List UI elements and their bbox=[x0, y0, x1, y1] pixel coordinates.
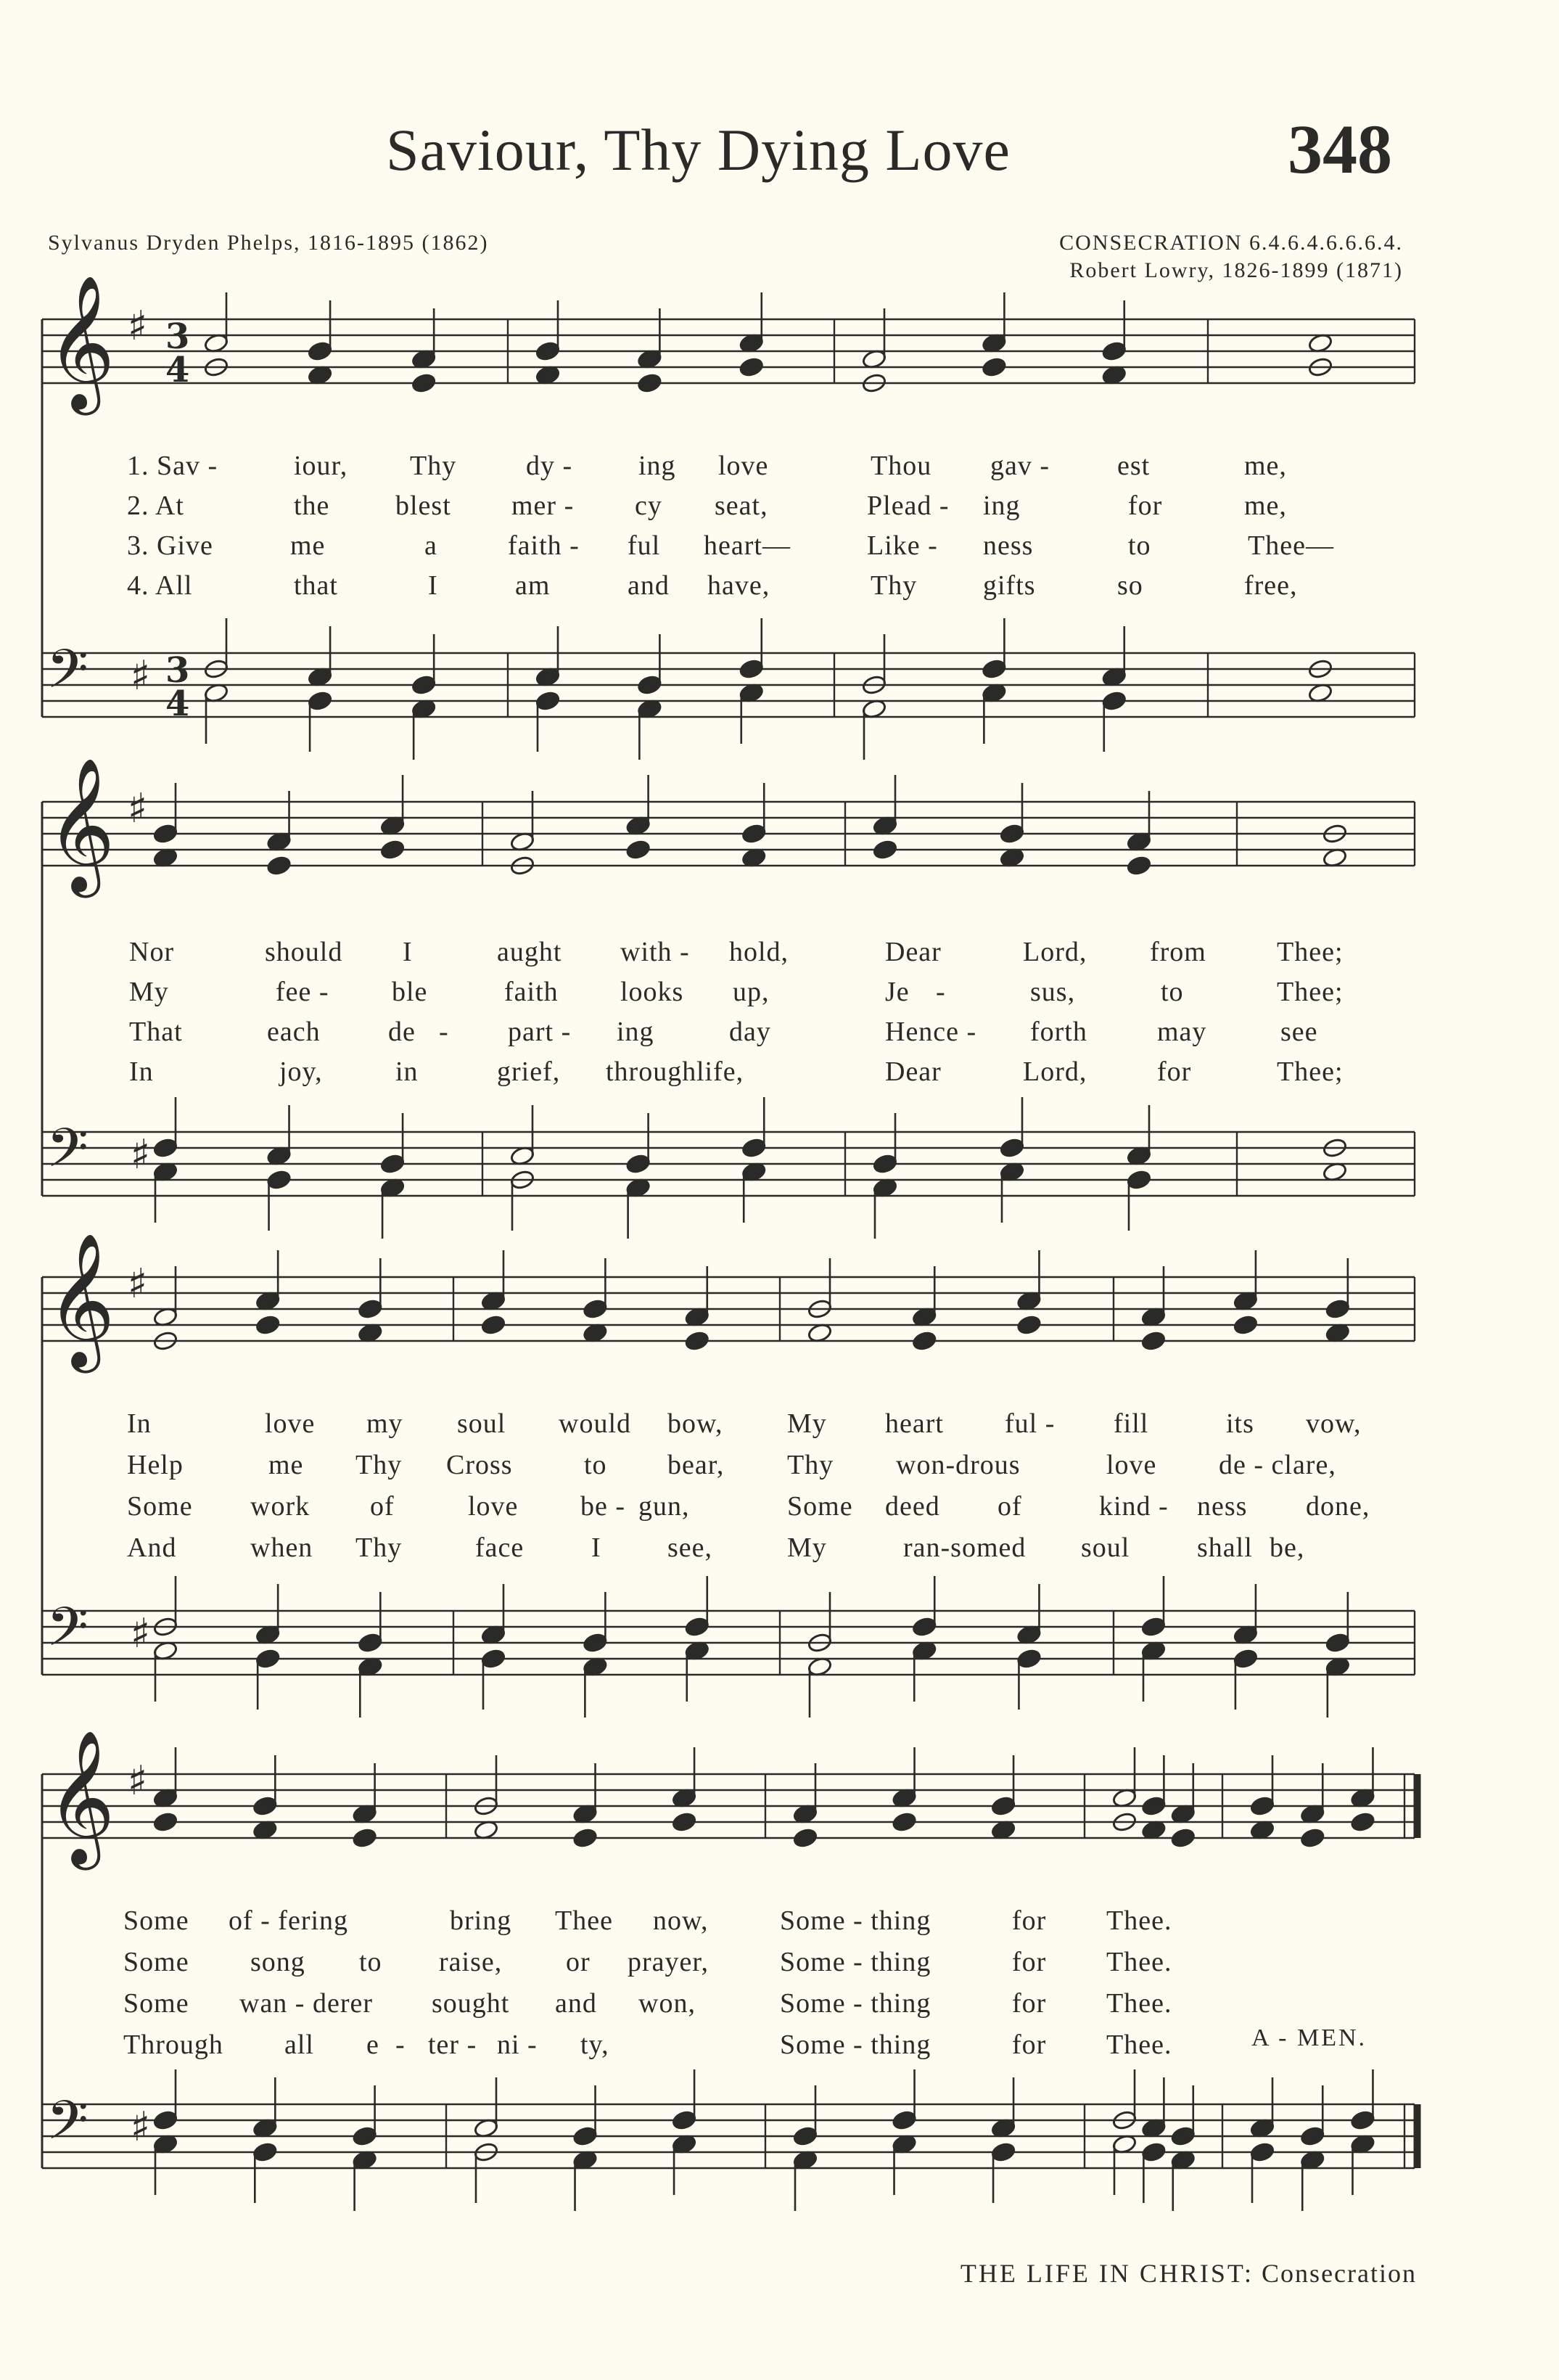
note-head bbox=[358, 1298, 383, 1319]
lyric-syllable: for bbox=[1157, 1056, 1192, 1087]
note-head bbox=[380, 1153, 406, 1174]
lyric-syllable: kind - bbox=[1099, 1491, 1169, 1522]
lyric-syllable: through bbox=[606, 1056, 697, 1087]
lyric-syllable: and bbox=[555, 1988, 597, 2019]
lyric-syllable: In bbox=[127, 1408, 152, 1439]
note-head bbox=[892, 1811, 917, 1832]
key-signature-sharp-icon: ♯ bbox=[131, 1131, 151, 1178]
lyric-syllable: me bbox=[290, 530, 326, 561]
amen-text: A - MEN. bbox=[1251, 2024, 1367, 2051]
lyric-syllable: soul bbox=[1081, 1532, 1130, 1563]
note-head bbox=[872, 1153, 897, 1174]
lyric-syllable: love bbox=[718, 451, 769, 481]
footer-topic: Consecration bbox=[1262, 2259, 1417, 2288]
lyric-syllable: of - fering bbox=[229, 1905, 349, 1936]
lyric-syllable: Thee. bbox=[1106, 2030, 1172, 2060]
note-head bbox=[352, 2125, 377, 2146]
note-head bbox=[1141, 1795, 1167, 1816]
note-head bbox=[1101, 690, 1127, 711]
lyric-syllable: Thy bbox=[355, 1450, 403, 1480]
lyric-syllable: part - bbox=[508, 1017, 572, 1047]
lyric-syllable: Some - thing bbox=[780, 2030, 931, 2060]
lyric-syllable: face bbox=[475, 1532, 525, 1563]
lyric-syllable: to bbox=[584, 1450, 607, 1480]
key-signature-sharp-icon: ♯ bbox=[128, 1260, 148, 1308]
lyric-syllable: ble bbox=[392, 977, 428, 1007]
lyric-syllable: joy, bbox=[279, 1056, 323, 1087]
lyric-syllable: cy bbox=[635, 491, 662, 521]
lyric-syllable: gun, bbox=[638, 1491, 690, 1522]
note-head bbox=[583, 1298, 608, 1319]
lyric-syllable: mer - bbox=[511, 491, 575, 521]
note-head bbox=[308, 340, 333, 361]
author-credit: Sylvanus Dryden Phelps, 1816-1895 (1862) bbox=[48, 231, 489, 255]
note-head bbox=[152, 823, 178, 844]
lyric-syllable: Thy bbox=[871, 570, 918, 601]
note-head bbox=[792, 2125, 818, 2146]
lyric-syllable: Through bbox=[123, 2030, 223, 2060]
note-head bbox=[255, 1648, 281, 1669]
note-head bbox=[380, 839, 406, 860]
lyric-syllable: My bbox=[787, 1532, 827, 1563]
note-head bbox=[912, 1330, 937, 1351]
lyric-syllable: wan - derer bbox=[239, 1988, 374, 2019]
note-head bbox=[1140, 1330, 1166, 1351]
note-head bbox=[1140, 1616, 1166, 1637]
lyric-syllable: Some - thing bbox=[780, 1947, 931, 1977]
lyric-syllable: I bbox=[591, 1532, 601, 1563]
lyric-syllable: my bbox=[366, 1408, 403, 1439]
lyric-syllable: Thy bbox=[355, 1532, 403, 1563]
lyric-syllable: And bbox=[127, 1532, 177, 1563]
time-sig-bottom: 4 bbox=[165, 684, 190, 724]
lyric-syllable: aught bbox=[497, 937, 562, 967]
lyric-syllable: bow, bbox=[667, 1408, 723, 1439]
note-head bbox=[1101, 340, 1127, 361]
note-head bbox=[535, 340, 560, 361]
lyric-syllable: see, bbox=[667, 1532, 713, 1563]
lyric-syllable: Thy bbox=[410, 451, 457, 481]
note-head bbox=[1016, 1648, 1042, 1669]
note-head bbox=[1141, 2141, 1167, 2162]
lyric-syllable: Je bbox=[885, 977, 910, 1007]
bass-clef-icon: 𝄢 bbox=[46, 1117, 89, 1193]
hymn-title: Saviour, Thy Dying Love bbox=[386, 117, 1011, 183]
lyric-syllable: for bbox=[1012, 1947, 1047, 1977]
lyric-syllable: de bbox=[388, 1017, 416, 1047]
lyric-syllable: each bbox=[267, 1017, 321, 1047]
note-head bbox=[999, 1137, 1024, 1158]
lyric-syllable: won-drous bbox=[896, 1450, 1021, 1480]
lyric-syllable: a bbox=[424, 530, 437, 561]
lyric-syllable: to bbox=[1128, 530, 1151, 561]
lyric-syllable: that bbox=[294, 570, 338, 601]
lyric-syllable: bear, bbox=[667, 1450, 725, 1480]
lyric-syllable: of bbox=[997, 1491, 1022, 1522]
note-head bbox=[1249, 1795, 1275, 1816]
note-head bbox=[1170, 2125, 1196, 2146]
lyric-syllable: ful - bbox=[1005, 1408, 1056, 1439]
lyric-syllable: 1. Sav - bbox=[127, 451, 218, 481]
lyric-syllable: e bbox=[366, 2030, 379, 2060]
lyric-syllable: 3. Give bbox=[127, 530, 213, 561]
lyric-syllable: Help bbox=[127, 1450, 184, 1480]
lyric-syllable: My bbox=[787, 1408, 827, 1439]
note-head bbox=[1300, 1827, 1325, 1848]
lyric-syllable: its bbox=[1226, 1408, 1254, 1439]
lyric-syllable: grief, bbox=[497, 1056, 561, 1087]
lyric-syllable: iour, bbox=[294, 451, 348, 481]
lyric-syllable: ran-somed bbox=[903, 1532, 1027, 1563]
lyric-syllable: sought bbox=[432, 1988, 510, 2019]
lyric-syllable: and bbox=[628, 570, 670, 601]
lyric-syllable: free, bbox=[1244, 570, 1298, 601]
time-sig-top: 3 bbox=[165, 316, 190, 357]
lyric-syllable: should bbox=[265, 937, 343, 967]
lyric-syllable: have, bbox=[707, 570, 770, 601]
lyric-syllable: Cross bbox=[446, 1450, 513, 1480]
lyric-syllable: Thee; bbox=[1277, 977, 1344, 1007]
lyric-syllable: Plead - bbox=[867, 491, 950, 521]
note-head bbox=[1233, 1314, 1258, 1335]
lyric-syllable: for bbox=[1012, 1988, 1047, 2019]
lyric-syllable: I bbox=[403, 937, 413, 967]
bass-clef-icon: 𝄢 bbox=[46, 638, 89, 714]
lyric-syllable: raise, bbox=[439, 1947, 503, 1977]
lyric-syllable: 4. All bbox=[127, 570, 193, 601]
note-head bbox=[1170, 1827, 1196, 1848]
note-head bbox=[1126, 1169, 1151, 1190]
lyric-syllable: Some bbox=[123, 1905, 189, 1936]
treble-clef-icon: 𝄞 bbox=[46, 1231, 115, 1367]
lyric-syllable: My bbox=[129, 977, 169, 1007]
lyric-syllable: love bbox=[468, 1491, 519, 1522]
lyric-syllable: Thee; bbox=[1277, 937, 1344, 967]
lyric-syllable: Thee. bbox=[1106, 1947, 1172, 1977]
lyric-syllable: de - clare, bbox=[1219, 1450, 1336, 1480]
lyric-syllable: work bbox=[250, 1491, 310, 1522]
note-head bbox=[792, 1827, 818, 1848]
lyric-syllable: would bbox=[559, 1408, 631, 1439]
note-head bbox=[739, 658, 764, 679]
page-footer bbox=[961, 2258, 1417, 2289]
lyric-syllable: of bbox=[370, 1491, 395, 1522]
note-head bbox=[684, 1616, 709, 1637]
lyric-syllable: Some bbox=[787, 1491, 853, 1522]
note-head bbox=[480, 1648, 506, 1669]
lyric-syllable: or bbox=[566, 1947, 591, 1977]
lyric-syllable: in bbox=[395, 1056, 419, 1087]
lyric-syllable: so bbox=[1117, 570, 1143, 601]
lyric-syllable: heart bbox=[885, 1408, 944, 1439]
lyric-syllable: for bbox=[1012, 1905, 1047, 1936]
lyric-syllable: done, bbox=[1306, 1491, 1370, 1522]
note-head bbox=[152, 1137, 178, 1158]
note-head bbox=[1325, 1632, 1350, 1653]
note-head bbox=[625, 839, 651, 860]
lyric-syllable: Dear bbox=[885, 1056, 942, 1087]
time-sig-bottom: 4 bbox=[165, 350, 190, 390]
lyric-syllable: to bbox=[359, 1947, 382, 1977]
lyric-syllable: hold, bbox=[729, 937, 789, 967]
treble-clef-icon: 𝄞 bbox=[46, 756, 115, 892]
lyric-syllable: gifts bbox=[983, 570, 1036, 601]
key-signature-sharp-icon: ♯ bbox=[128, 303, 148, 350]
note-head bbox=[672, 2109, 697, 2130]
lyric-syllable: ing bbox=[638, 451, 676, 481]
note-head bbox=[982, 356, 1007, 377]
lyric-syllable: Thee. bbox=[1106, 1988, 1172, 2019]
lyric-syllable: me bbox=[268, 1450, 304, 1480]
lyric-syllable: faith bbox=[504, 977, 559, 1007]
note-head bbox=[739, 356, 764, 377]
lyric-syllable: may bbox=[1157, 1017, 1207, 1047]
lyric-syllable: Nor bbox=[129, 937, 175, 967]
lyric-syllable: love bbox=[1106, 1450, 1157, 1480]
lyric-syllable: ful bbox=[628, 530, 661, 561]
lyric-syllable: be - bbox=[580, 1491, 626, 1522]
lyric-syllable: gav - bbox=[990, 451, 1050, 481]
treble-clef-icon: 𝄞 bbox=[46, 1728, 115, 1864]
lyric-syllable: ty, bbox=[580, 2030, 609, 2060]
note-head bbox=[637, 372, 662, 393]
lyric-syllable: Thee. bbox=[1106, 1905, 1172, 1936]
note-head bbox=[1300, 2125, 1325, 2146]
note-head bbox=[1016, 1314, 1042, 1335]
note-head bbox=[991, 1795, 1016, 1816]
note-head bbox=[358, 1632, 383, 1653]
note-head bbox=[741, 1137, 767, 1158]
note-head bbox=[999, 823, 1024, 844]
lyric-syllable: Hence - bbox=[885, 1017, 977, 1047]
note-head bbox=[308, 690, 333, 711]
lyric-syllable: That bbox=[129, 1017, 183, 1047]
note-head bbox=[252, 1795, 278, 1816]
note-head bbox=[152, 2109, 178, 2130]
lyric-syllable: the bbox=[294, 491, 330, 521]
lyric-syllable: Thy bbox=[787, 1450, 834, 1480]
note-head bbox=[252, 2141, 278, 2162]
key-signature-sharp-icon: ♯ bbox=[131, 652, 151, 699]
lyric-syllable: song bbox=[250, 1947, 305, 1977]
note-head bbox=[1249, 2141, 1275, 2162]
note-head bbox=[912, 1616, 937, 1637]
note-head bbox=[572, 1827, 598, 1848]
note-head bbox=[572, 2125, 598, 2146]
lyric-syllable: Some bbox=[127, 1491, 193, 1522]
note-head bbox=[1126, 855, 1151, 876]
note-head bbox=[1233, 1648, 1258, 1669]
lyric-syllable: Some - thing bbox=[780, 1905, 931, 1936]
lyric-syllable: faith - bbox=[508, 530, 580, 561]
lyric-syllable: seat, bbox=[715, 491, 768, 521]
lyric-syllable: prayer, bbox=[628, 1947, 709, 1977]
lyric-syllable: bring bbox=[450, 1905, 512, 1936]
composer-credit: Robert Lowry, 1826-1899 (1871) bbox=[1069, 258, 1403, 282]
lyric-syllable: Some bbox=[123, 1988, 189, 2019]
lyric-syllable: Like - bbox=[867, 530, 938, 561]
note-head bbox=[255, 1314, 281, 1335]
key-signature-sharp-icon: ♯ bbox=[128, 1757, 148, 1805]
lyric-syllable: to bbox=[1161, 977, 1184, 1007]
lyric-syllable: dy - bbox=[526, 451, 573, 481]
note-head bbox=[741, 823, 767, 844]
lyric-syllable: looks bbox=[620, 977, 684, 1007]
lyric-syllable: Thee; bbox=[1277, 1056, 1344, 1087]
note-head bbox=[982, 658, 1007, 679]
lyric-syllable: me, bbox=[1244, 451, 1287, 481]
note-head bbox=[266, 1169, 292, 1190]
lyric-syllable: Thee bbox=[555, 1905, 613, 1936]
lyric-syllable: ing bbox=[983, 491, 1021, 521]
lyric-syllable: vow, bbox=[1306, 1408, 1362, 1439]
note-head bbox=[152, 1811, 178, 1832]
lyric-syllable: day bbox=[729, 1017, 771, 1047]
lyric-syllable: Thee— bbox=[1248, 530, 1334, 561]
lyric-syllable: heart— bbox=[704, 530, 791, 561]
note-head bbox=[672, 1811, 697, 1832]
note-head bbox=[684, 1330, 709, 1351]
key-signature-sharp-icon: ♯ bbox=[131, 1610, 151, 1657]
lyric-syllable: sus, bbox=[1030, 977, 1076, 1007]
note-head bbox=[411, 372, 437, 393]
bass-clef-icon: 𝄢 bbox=[46, 2089, 89, 2165]
lyric-syllable: deed bbox=[885, 1491, 940, 1522]
hymn-number: 348 bbox=[1288, 110, 1392, 188]
lyric-syllable: Lord, bbox=[1023, 1056, 1087, 1087]
key-signature-sharp-icon: ♯ bbox=[131, 2104, 151, 2151]
lyric-syllable: forth bbox=[1030, 1017, 1087, 1047]
note-head bbox=[991, 2141, 1016, 2162]
note-head bbox=[583, 1632, 608, 1653]
lyric-syllable: ter - bbox=[428, 2030, 477, 2060]
lyric-syllable: be, bbox=[1270, 1532, 1305, 1563]
lyric-syllable: ing bbox=[617, 1017, 654, 1047]
lyric-syllable: won, bbox=[638, 1988, 696, 2019]
lyric-syllable: life, bbox=[696, 1056, 744, 1087]
lyric-syllable: Thou bbox=[871, 451, 932, 481]
note-head bbox=[892, 2109, 917, 2130]
note-head bbox=[1350, 1811, 1375, 1832]
lyric-syllable: am bbox=[515, 570, 551, 601]
lyric-syllable: - bbox=[439, 1017, 449, 1047]
lyric-syllable: shall bbox=[1197, 1532, 1253, 1563]
lyric-syllable: I bbox=[428, 570, 438, 601]
lyric-syllable: me, bbox=[1244, 491, 1287, 521]
footer-section: THE LIFE IN CHRIST: bbox=[960, 2259, 1254, 2288]
lyric-syllable: Some bbox=[123, 1947, 189, 1977]
time-sig-top: 3 bbox=[165, 650, 190, 691]
lyric-syllable: blest bbox=[395, 491, 451, 521]
note-head bbox=[535, 690, 560, 711]
lyric-syllable: for bbox=[1128, 491, 1163, 521]
lyric-syllable: ness bbox=[1197, 1491, 1248, 1522]
note-head bbox=[1325, 1298, 1350, 1319]
lyric-syllable: up, bbox=[733, 977, 770, 1007]
lyric-syllable: est bbox=[1117, 451, 1151, 481]
lyric-syllable: from bbox=[1150, 937, 1206, 967]
lyric-syllable: Lord, bbox=[1023, 937, 1087, 967]
lyric-syllable: all bbox=[284, 2030, 314, 2060]
lyric-syllable: love bbox=[265, 1408, 316, 1439]
lyric-syllable: In bbox=[129, 1056, 154, 1087]
treble-clef-icon: 𝄞 bbox=[46, 274, 115, 409]
note-head bbox=[480, 1314, 506, 1335]
note-head bbox=[872, 839, 897, 860]
note-head bbox=[625, 1153, 651, 1174]
lyric-syllable: - bbox=[936, 977, 946, 1007]
note-head bbox=[1350, 2109, 1375, 2130]
lyric-syllable: see bbox=[1280, 1017, 1318, 1047]
lyric-syllable: with - bbox=[620, 937, 690, 967]
lyric-syllable: now, bbox=[653, 1905, 709, 1936]
lyric-syllable: ni - bbox=[497, 2030, 538, 2060]
lyric-syllable: when bbox=[250, 1532, 313, 1563]
lyric-syllable: fill bbox=[1114, 1408, 1149, 1439]
lyric-syllable: Dear bbox=[885, 937, 942, 967]
note-head bbox=[637, 674, 662, 695]
key-signature-sharp-icon: ♯ bbox=[128, 785, 148, 832]
lyric-syllable: 2. At bbox=[127, 491, 184, 521]
lyric-syllable: ness bbox=[983, 530, 1034, 561]
tune-name: CONSECRATION 6.4.6.4.6.6.6.4. bbox=[1059, 231, 1403, 255]
note-head bbox=[352, 1827, 377, 1848]
lyric-syllable: for bbox=[1012, 2030, 1047, 2060]
lyric-syllable: Some - thing bbox=[780, 1988, 931, 2019]
lyric-syllable: - bbox=[395, 2030, 406, 2060]
bass-clef-icon: 𝄢 bbox=[46, 1596, 89, 1672]
note-head bbox=[266, 855, 292, 876]
lyric-syllable: fee - bbox=[276, 977, 329, 1007]
lyric-syllable: soul bbox=[457, 1408, 506, 1439]
note-head bbox=[411, 674, 437, 695]
